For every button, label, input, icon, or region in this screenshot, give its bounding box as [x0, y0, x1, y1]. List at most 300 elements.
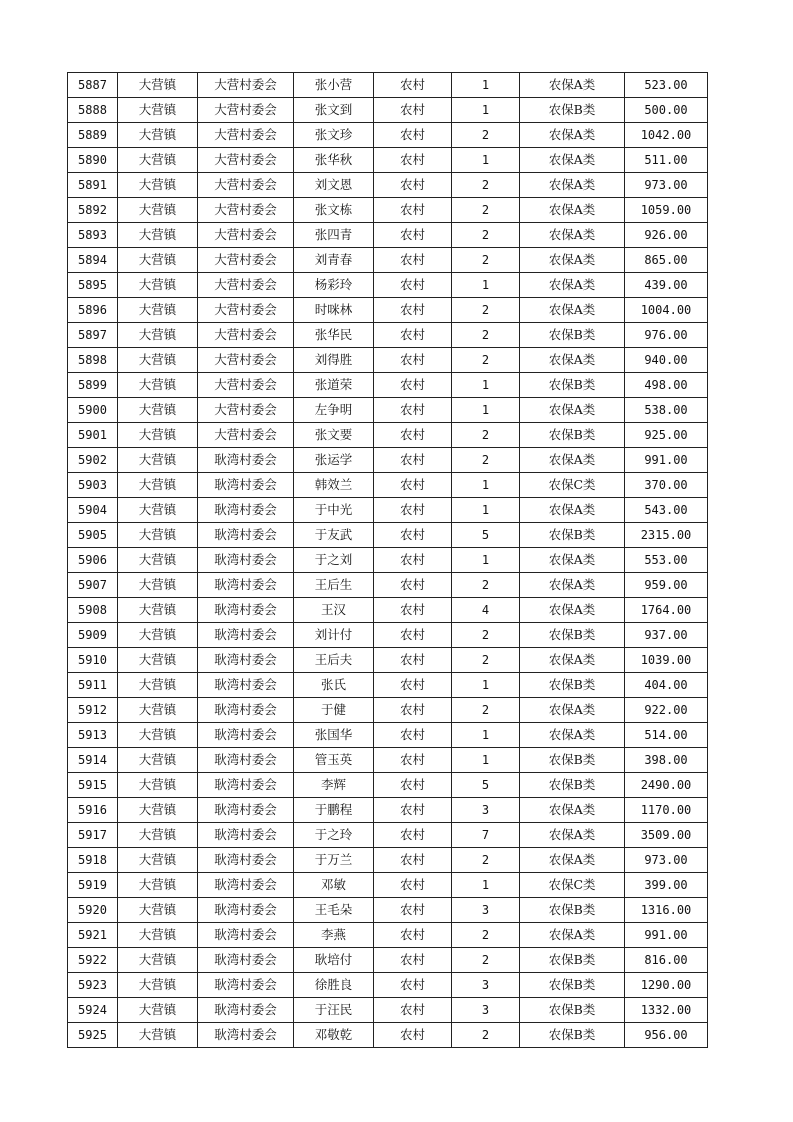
area-type-cell: 农村	[374, 548, 452, 573]
area-type-cell: 农村	[374, 598, 452, 623]
name-cell: 张华秋	[294, 148, 374, 173]
town-cell: 大营镇	[118, 148, 198, 173]
town-cell: 大营镇	[118, 98, 198, 123]
table-row	[68, 973, 708, 998]
amount-cell: 991.00	[625, 448, 708, 473]
name-cell: 韩效兰	[294, 473, 374, 498]
amount-cell: 1290.00	[625, 973, 708, 998]
household-size-cell: 5	[452, 523, 520, 548]
town-cell: 大营镇	[118, 873, 198, 898]
village-committee-cell: 耿湾村委会	[198, 648, 294, 673]
table-row	[68, 998, 708, 1023]
amount-cell: 926.00	[625, 223, 708, 248]
amount-cell: 404.00	[625, 673, 708, 698]
town-cell: 大营镇	[118, 448, 198, 473]
table-row	[68, 523, 708, 548]
serial-number-cell: 5924	[68, 998, 118, 1023]
household-size-cell: 2	[452, 248, 520, 273]
town-cell: 大营镇	[118, 273, 198, 298]
name-cell: 张四青	[294, 223, 374, 248]
village-committee-cell: 大营村委会	[198, 198, 294, 223]
serial-number-cell: 5904	[68, 498, 118, 523]
serial-number-cell: 5925	[68, 1023, 118, 1048]
village-committee-cell: 耿湾村委会	[198, 948, 294, 973]
table-row	[68, 598, 708, 623]
insurance-category-cell: 农保A类	[520, 923, 625, 948]
town-cell: 大营镇	[118, 423, 198, 448]
town-cell: 大营镇	[118, 498, 198, 523]
serial-number-cell: 5901	[68, 423, 118, 448]
village-committee-cell: 耿湾村委会	[198, 773, 294, 798]
name-cell: 于万兰	[294, 848, 374, 873]
table-row	[68, 173, 708, 198]
serial-number-cell: 5912	[68, 698, 118, 723]
household-size-cell: 1	[452, 473, 520, 498]
serial-number-cell: 5918	[68, 848, 118, 873]
area-type-cell: 农村	[374, 723, 452, 748]
household-size-cell: 3	[452, 798, 520, 823]
area-type-cell: 农村	[374, 748, 452, 773]
serial-number-cell: 5908	[68, 598, 118, 623]
name-cell: 王后夫	[294, 648, 374, 673]
village-committee-cell: 大营村委会	[198, 173, 294, 198]
village-committee-cell: 耿湾村委会	[198, 498, 294, 523]
amount-cell: 1332.00	[625, 998, 708, 1023]
village-committee-cell: 大营村委会	[198, 123, 294, 148]
area-type-cell: 农村	[374, 798, 452, 823]
household-size-cell: 2	[452, 698, 520, 723]
area-type-cell: 农村	[374, 123, 452, 148]
amount-cell: 370.00	[625, 473, 708, 498]
village-committee-cell: 大营村委会	[198, 148, 294, 173]
area-type-cell: 农村	[374, 573, 452, 598]
amount-cell: 816.00	[625, 948, 708, 973]
table-row	[68, 948, 708, 973]
insurance-category-cell: 农保A类	[520, 348, 625, 373]
serial-number-cell: 5920	[68, 898, 118, 923]
village-committee-cell: 大营村委会	[198, 273, 294, 298]
village-committee-cell: 耿湾村委会	[198, 723, 294, 748]
town-cell: 大营镇	[118, 648, 198, 673]
serial-number-cell: 5890	[68, 148, 118, 173]
household-size-cell: 2	[452, 848, 520, 873]
household-size-cell: 3	[452, 998, 520, 1023]
amount-cell: 1764.00	[625, 598, 708, 623]
village-committee-cell: 耿湾村委会	[198, 698, 294, 723]
amount-cell: 973.00	[625, 848, 708, 873]
name-cell: 徐胜良	[294, 973, 374, 998]
household-size-cell: 2	[452, 448, 520, 473]
town-cell: 大营镇	[118, 248, 198, 273]
insurance-category-cell: 农保A类	[520, 598, 625, 623]
household-size-cell: 1	[452, 548, 520, 573]
table-row	[68, 448, 708, 473]
area-type-cell: 农村	[374, 98, 452, 123]
area-type-cell: 农村	[374, 673, 452, 698]
amount-cell: 1316.00	[625, 898, 708, 923]
household-size-cell: 4	[452, 598, 520, 623]
household-size-cell: 3	[452, 973, 520, 998]
amount-cell: 959.00	[625, 573, 708, 598]
household-size-cell: 1	[452, 498, 520, 523]
table-row	[68, 348, 708, 373]
table-row	[68, 373, 708, 398]
name-cell: 刘得胜	[294, 348, 374, 373]
name-cell: 王毛朵	[294, 898, 374, 923]
serial-number-cell: 5915	[68, 773, 118, 798]
insurance-category-cell: 农保B类	[520, 898, 625, 923]
insurance-category-cell: 农保A类	[520, 273, 625, 298]
household-size-cell: 2	[452, 348, 520, 373]
amount-cell: 1042.00	[625, 123, 708, 148]
table-body	[68, 73, 708, 1048]
area-type-cell: 农村	[374, 398, 452, 423]
amount-cell: 498.00	[625, 373, 708, 398]
village-committee-cell: 大营村委会	[198, 373, 294, 398]
serial-number-cell: 5906	[68, 548, 118, 573]
area-type-cell: 农村	[374, 998, 452, 1023]
amount-cell: 937.00	[625, 623, 708, 648]
area-type-cell: 农村	[374, 698, 452, 723]
town-cell: 大营镇	[118, 623, 198, 648]
town-cell: 大营镇	[118, 223, 198, 248]
serial-number-cell: 5911	[68, 673, 118, 698]
insurance-category-cell: 农保B类	[520, 98, 625, 123]
area-type-cell: 农村	[374, 898, 452, 923]
name-cell: 于健	[294, 698, 374, 723]
area-type-cell: 农村	[374, 973, 452, 998]
insurance-category-cell: 农保A类	[520, 298, 625, 323]
town-cell: 大营镇	[118, 823, 198, 848]
name-cell: 张文到	[294, 98, 374, 123]
village-committee-cell: 耿湾村委会	[198, 923, 294, 948]
town-cell: 大营镇	[118, 198, 198, 223]
amount-cell: 925.00	[625, 423, 708, 448]
village-committee-cell: 大营村委会	[198, 73, 294, 98]
village-committee-cell: 耿湾村委会	[198, 598, 294, 623]
town-cell: 大营镇	[118, 173, 198, 198]
area-type-cell: 农村	[374, 473, 452, 498]
name-cell: 王汉	[294, 598, 374, 623]
insurance-category-cell: 农保B类	[520, 373, 625, 398]
town-cell: 大营镇	[118, 798, 198, 823]
town-cell: 大营镇	[118, 698, 198, 723]
insurance-category-cell: 农保B类	[520, 1023, 625, 1048]
name-cell: 邓敏	[294, 873, 374, 898]
table-row	[68, 548, 708, 573]
serial-number-cell: 5914	[68, 748, 118, 773]
village-committee-cell: 耿湾村委会	[198, 873, 294, 898]
town-cell: 大营镇	[118, 973, 198, 998]
insurance-category-cell: 农保A类	[520, 573, 625, 598]
insurance-category-cell: 农保B类	[520, 623, 625, 648]
insurance-category-cell: 农保B类	[520, 948, 625, 973]
household-size-cell: 1	[452, 148, 520, 173]
household-size-cell: 2	[452, 173, 520, 198]
serial-number-cell: 5888	[68, 98, 118, 123]
insurance-category-cell: 农保A类	[520, 248, 625, 273]
name-cell: 张小营	[294, 73, 374, 98]
serial-number-cell: 5905	[68, 523, 118, 548]
serial-number-cell: 5917	[68, 823, 118, 848]
amount-cell: 543.00	[625, 498, 708, 523]
serial-number-cell: 5897	[68, 323, 118, 348]
table-row	[68, 573, 708, 598]
town-cell: 大营镇	[118, 598, 198, 623]
table-row	[68, 848, 708, 873]
town-cell: 大营镇	[118, 473, 198, 498]
village-committee-cell: 耿湾村委会	[198, 823, 294, 848]
village-committee-cell: 耿湾村委会	[198, 898, 294, 923]
table-row	[68, 873, 708, 898]
area-type-cell: 农村	[374, 323, 452, 348]
amount-cell: 922.00	[625, 698, 708, 723]
insurance-category-cell: 农保A类	[520, 398, 625, 423]
table-row	[68, 123, 708, 148]
table-row	[68, 723, 708, 748]
household-size-cell: 3	[452, 898, 520, 923]
amount-cell: 2490.00	[625, 773, 708, 798]
household-size-cell: 7	[452, 823, 520, 848]
table-row	[68, 898, 708, 923]
name-cell: 杨彩玲	[294, 273, 374, 298]
household-size-cell: 2	[452, 223, 520, 248]
name-cell: 刘文恩	[294, 173, 374, 198]
serial-number-cell: 5903	[68, 473, 118, 498]
village-committee-cell: 耿湾村委会	[198, 848, 294, 873]
household-size-cell: 1	[452, 273, 520, 298]
area-type-cell: 农村	[374, 148, 452, 173]
serial-number-cell: 5919	[68, 873, 118, 898]
serial-number-cell: 5902	[68, 448, 118, 473]
serial-number-cell: 5892	[68, 198, 118, 223]
village-committee-cell: 大营村委会	[198, 348, 294, 373]
area-type-cell: 农村	[374, 1023, 452, 1048]
table-row	[68, 773, 708, 798]
area-type-cell: 农村	[374, 248, 452, 273]
village-committee-cell: 大营村委会	[198, 223, 294, 248]
name-cell: 李燕	[294, 923, 374, 948]
name-cell: 于鹏程	[294, 798, 374, 823]
amount-cell: 514.00	[625, 723, 708, 748]
area-type-cell: 农村	[374, 298, 452, 323]
town-cell: 大营镇	[118, 548, 198, 573]
area-type-cell: 农村	[374, 373, 452, 398]
serial-number-cell: 5907	[68, 573, 118, 598]
serial-number-cell: 5889	[68, 123, 118, 148]
amount-cell: 973.00	[625, 173, 708, 198]
amount-cell: 439.00	[625, 273, 708, 298]
amount-cell: 553.00	[625, 548, 708, 573]
town-cell: 大营镇	[118, 923, 198, 948]
table-row	[68, 148, 708, 173]
household-size-cell: 5	[452, 773, 520, 798]
name-cell: 管玉英	[294, 748, 374, 773]
table-row	[68, 323, 708, 348]
household-size-cell: 1	[452, 398, 520, 423]
town-cell: 大营镇	[118, 998, 198, 1023]
area-type-cell: 农村	[374, 648, 452, 673]
village-committee-cell: 耿湾村委会	[198, 673, 294, 698]
town-cell: 大营镇	[118, 123, 198, 148]
village-committee-cell: 大营村委会	[198, 398, 294, 423]
area-type-cell: 农村	[374, 823, 452, 848]
area-type-cell: 农村	[374, 848, 452, 873]
town-cell: 大营镇	[118, 848, 198, 873]
serial-number-cell: 5913	[68, 723, 118, 748]
household-size-cell: 2	[452, 323, 520, 348]
table-row	[68, 823, 708, 848]
household-size-cell: 1	[452, 748, 520, 773]
area-type-cell: 农村	[374, 273, 452, 298]
town-cell: 大营镇	[118, 398, 198, 423]
relief-roster-table	[67, 72, 708, 1048]
village-committee-cell: 大营村委会	[198, 98, 294, 123]
amount-cell: 865.00	[625, 248, 708, 273]
table-row	[68, 698, 708, 723]
village-committee-cell: 耿湾村委会	[198, 548, 294, 573]
insurance-category-cell: 农保A类	[520, 648, 625, 673]
insurance-category-cell: 农保A类	[520, 848, 625, 873]
village-committee-cell: 大营村委会	[198, 248, 294, 273]
insurance-category-cell: 农保A类	[520, 798, 625, 823]
village-committee-cell: 耿湾村委会	[198, 473, 294, 498]
household-size-cell: 2	[452, 623, 520, 648]
household-size-cell: 2	[452, 123, 520, 148]
table-row	[68, 673, 708, 698]
area-type-cell: 农村	[374, 923, 452, 948]
serial-number-cell: 5900	[68, 398, 118, 423]
serial-number-cell: 5916	[68, 798, 118, 823]
household-size-cell: 1	[452, 373, 520, 398]
town-cell: 大营镇	[118, 948, 198, 973]
insurance-category-cell: 农保A类	[520, 198, 625, 223]
table-row	[68, 73, 708, 98]
insurance-category-cell: 农保C类	[520, 873, 625, 898]
name-cell: 张文珍	[294, 123, 374, 148]
town-cell: 大营镇	[118, 348, 198, 373]
area-type-cell: 农村	[374, 423, 452, 448]
town-cell: 大营镇	[118, 898, 198, 923]
table-row	[68, 648, 708, 673]
village-committee-cell: 大营村委会	[198, 298, 294, 323]
name-cell: 刘计付	[294, 623, 374, 648]
village-committee-cell: 耿湾村委会	[198, 998, 294, 1023]
insurance-category-cell: 农保B类	[520, 523, 625, 548]
amount-cell: 976.00	[625, 323, 708, 348]
insurance-category-cell: 农保A类	[520, 223, 625, 248]
table-row	[68, 473, 708, 498]
name-cell: 于友武	[294, 523, 374, 548]
household-size-cell: 2	[452, 573, 520, 598]
amount-cell: 398.00	[625, 748, 708, 773]
village-committee-cell: 耿湾村委会	[198, 1023, 294, 1048]
table-row	[68, 798, 708, 823]
amount-cell: 523.00	[625, 73, 708, 98]
town-cell: 大营镇	[118, 748, 198, 773]
household-size-cell: 1	[452, 73, 520, 98]
name-cell: 张国华	[294, 723, 374, 748]
village-committee-cell: 耿湾村委会	[198, 448, 294, 473]
table-row	[68, 623, 708, 648]
name-cell: 邓敬乾	[294, 1023, 374, 1048]
name-cell: 王后生	[294, 573, 374, 598]
name-cell: 于中光	[294, 498, 374, 523]
town-cell: 大营镇	[118, 573, 198, 598]
table-row	[68, 198, 708, 223]
insurance-category-cell: 农保A类	[520, 123, 625, 148]
area-type-cell: 农村	[374, 873, 452, 898]
table-row	[68, 498, 708, 523]
table-row	[68, 223, 708, 248]
household-size-cell: 1	[452, 673, 520, 698]
table-row	[68, 98, 708, 123]
serial-number-cell: 5891	[68, 173, 118, 198]
village-committee-cell: 耿湾村委会	[198, 623, 294, 648]
name-cell: 张道荣	[294, 373, 374, 398]
town-cell: 大营镇	[118, 673, 198, 698]
insurance-category-cell: 农保B类	[520, 423, 625, 448]
amount-cell: 1059.00	[625, 198, 708, 223]
insurance-category-cell: 农保B类	[520, 748, 625, 773]
town-cell: 大营镇	[118, 298, 198, 323]
serial-number-cell: 5895	[68, 273, 118, 298]
town-cell: 大营镇	[118, 773, 198, 798]
amount-cell: 1004.00	[625, 298, 708, 323]
serial-number-cell: 5909	[68, 623, 118, 648]
amount-cell: 940.00	[625, 348, 708, 373]
insurance-category-cell: 农保A类	[520, 73, 625, 98]
area-type-cell: 农村	[374, 523, 452, 548]
table-row	[68, 273, 708, 298]
serial-number-cell: 5899	[68, 373, 118, 398]
serial-number-cell: 5894	[68, 248, 118, 273]
village-committee-cell: 大营村委会	[198, 323, 294, 348]
village-committee-cell: 耿湾村委会	[198, 748, 294, 773]
name-cell: 于之玲	[294, 823, 374, 848]
name-cell: 时咪林	[294, 298, 374, 323]
village-committee-cell: 大营村委会	[198, 423, 294, 448]
village-committee-cell: 耿湾村委会	[198, 523, 294, 548]
town-cell: 大营镇	[118, 1023, 198, 1048]
insurance-category-cell: 农保A类	[520, 823, 625, 848]
name-cell: 刘青春	[294, 248, 374, 273]
insurance-category-cell: 农保B类	[520, 773, 625, 798]
amount-cell: 956.00	[625, 1023, 708, 1048]
insurance-category-cell: 农保A类	[520, 723, 625, 748]
area-type-cell: 农村	[374, 198, 452, 223]
amount-cell: 500.00	[625, 98, 708, 123]
amount-cell: 2315.00	[625, 523, 708, 548]
town-cell: 大营镇	[118, 523, 198, 548]
name-cell: 耿培付	[294, 948, 374, 973]
insurance-category-cell: 农保A类	[520, 148, 625, 173]
area-type-cell: 农村	[374, 223, 452, 248]
area-type-cell: 农村	[374, 623, 452, 648]
town-cell: 大营镇	[118, 73, 198, 98]
insurance-category-cell: 农保A类	[520, 548, 625, 573]
household-size-cell: 2	[452, 298, 520, 323]
table-row	[68, 248, 708, 273]
household-size-cell: 1	[452, 873, 520, 898]
name-cell: 左争明	[294, 398, 374, 423]
area-type-cell: 农村	[374, 73, 452, 98]
insurance-category-cell: 农保A类	[520, 173, 625, 198]
household-size-cell: 1	[452, 98, 520, 123]
name-cell: 于汪民	[294, 998, 374, 1023]
table-row	[68, 748, 708, 773]
household-size-cell: 2	[452, 423, 520, 448]
